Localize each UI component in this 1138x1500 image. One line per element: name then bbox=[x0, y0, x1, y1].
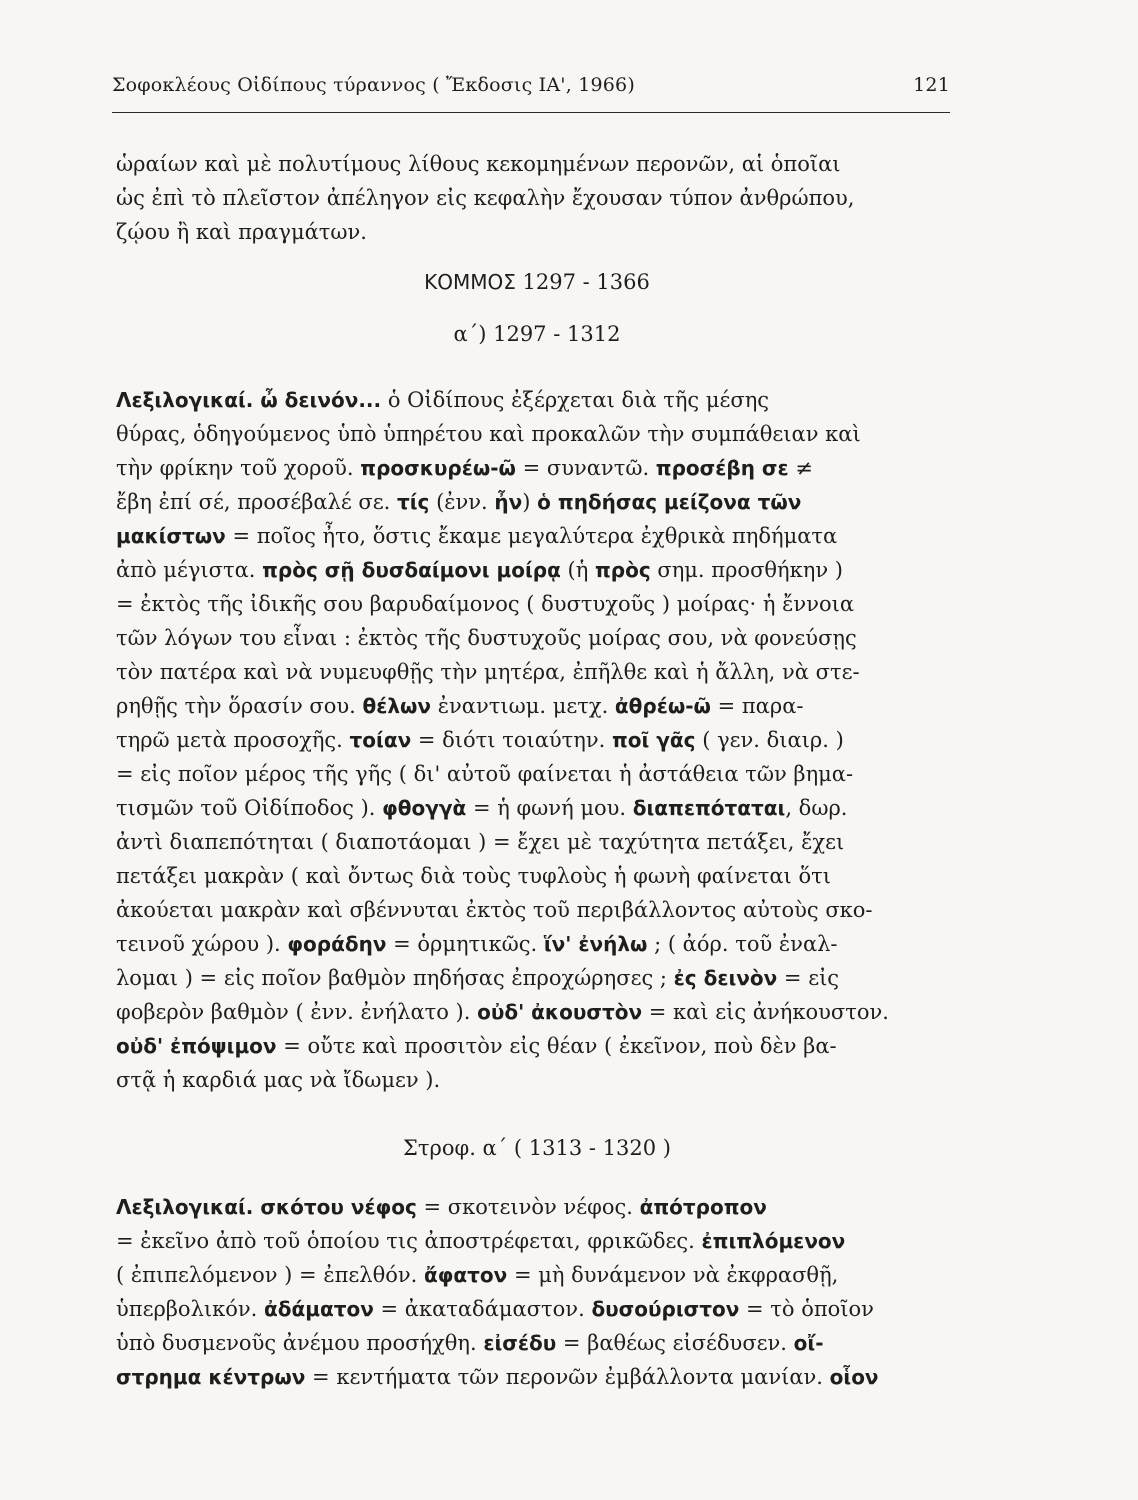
gloss-line: ἀκούεται μακρὰν καὶ σβέννυται ἐκτὸς τοῦ περιβάλλοντος αὐτοὺς σκο- bbox=[116, 898, 873, 922]
gloss-term: οἷον bbox=[829, 1365, 879, 1389]
gloss-line: Λεξιλογικαί. ὦ δεινόν... ὁ Οἰδίπους ἐξέρχεται διὰ τῆς μέσης bbox=[116, 388, 770, 412]
gloss-term: ὁ πηδήσας μείζονα τῶν bbox=[537, 490, 802, 514]
gloss-line: Λεξιλογικαί. σκότου νέφος = σκοτεινὸν νέφος. ἀπότροπον bbox=[116, 1195, 767, 1219]
gloss-line: = ἐκεῖνο ἀπὸ τοῦ ὁποίου τις ἀποστρέφεται, φρικῶδες. ἐπιπλόμενον bbox=[116, 1229, 846, 1253]
gloss-term: φθογγὰ bbox=[382, 796, 467, 820]
text-line: ὡς ἐπὶ τὸ πλεῖστον ἀπέληγον εἰς κεφαλὴν ἔχουσαν τύπον ἀνθρώπου, bbox=[116, 186, 855, 210]
gloss-line: ἀπὸ μέγιστα. πρὸς σῇ δυσδαίμονι μοίρᾳ (ἡ πρὸς σημ. προσθήκην ) bbox=[116, 558, 843, 582]
gloss-term: Λεξιλογικαί. ὦ δεινόν... bbox=[116, 388, 382, 412]
text-line: ζῴου ἢ καὶ πραγμάτων. bbox=[116, 220, 367, 244]
running-title: Σοφοκλέους Οἰδίπους τύραννος ( Ἔκδοσις ΙΑ', 1966) bbox=[112, 74, 635, 96]
gloss-line: τεινοῦ χώρου ). φοράδην = ὁρμητικῶς. ἵν' ἐνήλω ; ( ἀόρ. τοῦ ἐναλ- bbox=[116, 932, 838, 956]
glosses-section-b bbox=[116, 1190, 958, 1394]
header-rule bbox=[112, 112, 950, 113]
gloss-line: φοβερὸν βαθμὸν ( ἐνν. ἐνήλατο ). οὐδ' ἀκουστὸν = καὶ εἰς ἀνήκουστον. bbox=[116, 1000, 889, 1024]
gloss-line: ἀντὶ διαπεπότηται ( διαποτάομαι ) = ἔχει μὲ ταχύτητα πετάξει, ἔχει bbox=[116, 830, 845, 854]
gloss-term: πρὸς σῇ δυσδαίμονι μοίρᾳ bbox=[262, 558, 561, 582]
gloss-term: ἐπιπλόμενον bbox=[701, 1229, 846, 1253]
gloss-term: φοράδην bbox=[287, 932, 387, 956]
gloss-line: λομαι ) = εἰς ποῖον βαθμὸν πηδήσας ἐπροχώρησες ; ἐς δεινὸν = εἰς bbox=[116, 966, 840, 990]
text-line: ὡραίων καὶ μὲ πολυτίμους λίθους κεκομημένων περονῶν, αἱ ὁποῖαι bbox=[116, 152, 841, 176]
kommos-label: ΚΟΜΜΟΣ bbox=[424, 270, 516, 294]
gloss-line: = ἐκτὸς τῆς ἰδικῆς σου βαρυδαίμονος ( δυστυχοῦς ) μοίρας· ἡ ἔννοια bbox=[116, 592, 855, 616]
gloss-term: εἰσέδυ bbox=[483, 1331, 557, 1355]
section-heading bbox=[116, 270, 958, 294]
running-head bbox=[112, 74, 950, 104]
subsection-heading bbox=[116, 322, 958, 346]
gloss-term: ἦν bbox=[494, 490, 523, 514]
gloss-term: οἴ- bbox=[793, 1331, 824, 1355]
gloss-term: τίς bbox=[396, 490, 430, 514]
gloss-line: ( ἐπιπελόμενον ) = ἐπελθόν. ἄφατον = μὴ δυνάμενον νὰ ἐκφρασθῇ, bbox=[116, 1263, 839, 1287]
gloss-term: θέλων bbox=[362, 694, 432, 718]
strophe-label: Στροφ. α΄ ( 1313 - 1320 ) bbox=[403, 1136, 671, 1160]
gloss-term: τοίαν bbox=[349, 728, 412, 752]
gloss-term: Λεξιλογικαί. σκότου νέφος bbox=[116, 1195, 417, 1219]
gloss-line: τισμῶν τοῦ Οἰδίποδος ). φθογγὰ = ἡ φωνή μου. διαπεπόταται, δωρ. bbox=[116, 796, 848, 820]
intro-paragraph bbox=[116, 147, 958, 249]
subsection-label: α΄) 1297 - 1312 bbox=[453, 322, 621, 346]
gloss-term: δυσούριστον bbox=[591, 1297, 740, 1321]
gloss-line: στᾷ ἡ καρδιά μας νὰ ἴδωμεν ). bbox=[116, 1068, 441, 1092]
gloss-line: τὴν φρίκην τοῦ χοροῦ. προσκυρέω-ῶ = συναντῶ. προσέβη σε ≠ bbox=[116, 456, 813, 480]
gloss-term: οὐδ' ἀκουστὸν bbox=[477, 1000, 643, 1024]
gloss-line: τὸν πατέρα καὶ νὰ νυμευφθῇς τὴν μητέρα, ἐπῆλθε καὶ ἡ ἄλλη, νὰ στε- bbox=[116, 660, 860, 684]
gloss-line: θύρας, ὁδηγούμενος ὑπὸ ὑπηρέτου καὶ προκαλῶν τὴν συμπάθειαν καὶ bbox=[116, 422, 861, 446]
gloss-term: πρὸς bbox=[594, 558, 651, 582]
kommos-range: 1297 - 1366 bbox=[522, 270, 650, 294]
gloss-line: τηρῶ μετὰ προσοχῆς. τοίαν = διότι τοιαύτην. ποῖ γᾶς ( γεν. διαιρ. ) bbox=[116, 728, 844, 752]
gloss-line: ὑπὸ δυσμενοῦς ἀνέμου προσήχθη. εἰσέδυ = βαθέως εἰσέδυσεν. οἴ- bbox=[116, 1331, 824, 1355]
gloss-term: στρημα κέντρων bbox=[116, 1365, 306, 1389]
glosses-section-a bbox=[116, 383, 958, 1097]
gloss-term: μακίστων bbox=[116, 524, 226, 548]
gloss-line: ρηθῇς τὴν ὅρασίν σου. θέλων ἐναντιωμ. μετχ. ἀθρέω-ῶ = παρα- bbox=[116, 694, 804, 718]
gloss-line: = εἰς ποῖον μέρος τῆς γῆς ( δι' αὐτοῦ φαίνεται ἡ ἀστάθεια τῶν βημα- bbox=[116, 762, 854, 786]
gloss-line: μακίστων = ποῖος ἦτο, ὅστις ἔκαμε μεγαλύτερα ἐχθρικὰ πηδήματα bbox=[116, 524, 838, 548]
gloss-term: διαπεπόταται bbox=[632, 796, 786, 820]
gloss-term: ποῖ γᾶς bbox=[611, 728, 696, 752]
gloss-line: οὐδ' ἐπόψιμον = οὔτε καὶ προσιτὸν εἰς θέαν ( ἐκεῖνον, ποὺ δὲν βα- bbox=[116, 1034, 837, 1058]
gloss-term: ἵν' ἐνήλω bbox=[543, 932, 648, 956]
gloss-line: στρημα κέντρων = κεντήματα τῶν περονῶν ἐμβάλλοντα μανίαν. οἷον bbox=[116, 1365, 879, 1389]
gloss-term: ἀθρέω-ῶ bbox=[614, 694, 711, 718]
gloss-line: ἔβη ἐπί σέ, προσέβαλέ σε. τίς (ἐνν. ἦν) ὁ πηδήσας μείζονα τῶν bbox=[116, 490, 802, 514]
gloss-line: τῶν λόγων του εἶναι : ἐκτὸς τῆς δυστυχοῦς μοίρας σου, νὰ φονεύσῃς bbox=[116, 626, 857, 650]
gloss-line: ὑπερβολικόν. ἀδάματον = ἀκαταδάμαστον. δυσούριστον = τὸ ὁποῖον bbox=[116, 1297, 874, 1321]
gloss-term: ἄφατον bbox=[424, 1263, 508, 1287]
gloss-term: προσέβη σε bbox=[655, 456, 789, 480]
gloss-term: ἀπότροπον bbox=[639, 1195, 767, 1219]
page-number: 121 bbox=[913, 74, 950, 96]
gloss-term: ἐς δεινὸν bbox=[673, 966, 778, 990]
strophe-heading bbox=[116, 1136, 958, 1160]
gloss-line: πετάξει μακρὰν ( καὶ ὄντως διὰ τοὺς τυφλοὺς ἡ φωνὴ φαίνεται ὅτι bbox=[116, 864, 831, 888]
gloss-term: οὐδ' ἐπόψιμον bbox=[116, 1034, 277, 1058]
gloss-term: προσκυρέω-ῶ bbox=[360, 456, 516, 480]
gloss-term: ἀδάματον bbox=[264, 1297, 374, 1321]
